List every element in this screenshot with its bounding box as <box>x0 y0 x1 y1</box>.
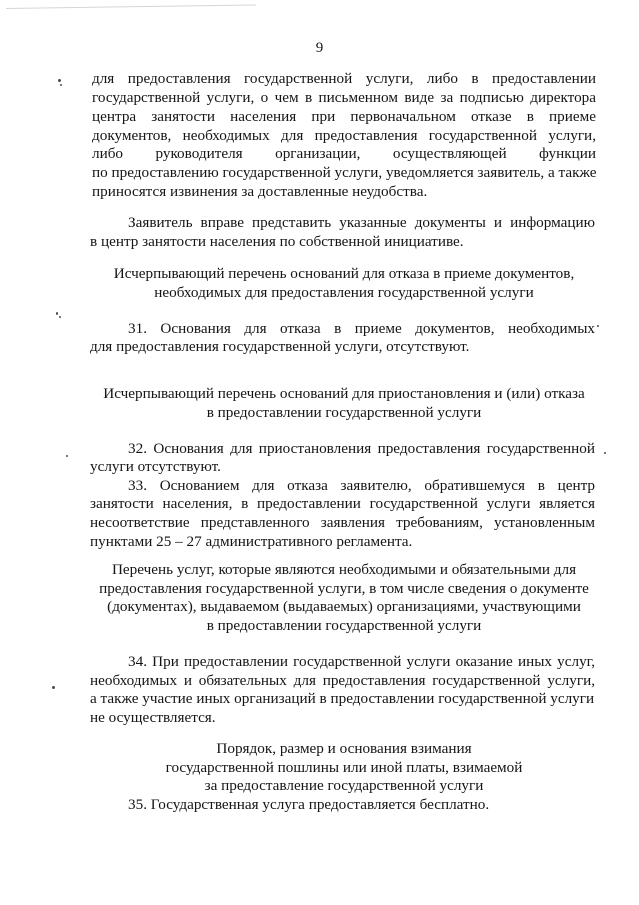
section-heading: в предоставлении государственной услуги <box>206 617 482 634</box>
paragraph-line: либо руководителя организации, осуществляющей функции <box>92 145 596 162</box>
section-heading: (документах), выдаваемом (выдаваемых) организациями, участвующими <box>107 598 581 615</box>
scan-artifact-line <box>6 5 256 9</box>
section-heading: необходимых для предоставления государственной услуги <box>154 284 534 301</box>
scan-dot <box>59 316 61 318</box>
paragraph-line: 34. При предоставлении государственной услуги оказание иных услуг, <box>128 653 595 670</box>
section-heading: за предоставление государственной услуги <box>204 777 484 794</box>
paragraph-line: а также участие иных организаций в предоставлении государственной услуги <box>90 690 595 707</box>
scan-dot <box>58 79 61 82</box>
paragraph-line: 32. Основания для приостановления предоставления государственной <box>128 440 595 457</box>
paragraph-line: государственной услуги, о чем в письменном виде за подписью директора <box>92 89 596 106</box>
paragraph-line: 35. Государственная услуга предоставляется бесплатно. <box>128 796 490 813</box>
section-heading: Исчерпывающий перечень оснований для приостановления и (или) отказа <box>103 385 585 402</box>
paragraph-line: 33. Основанием для отказа заявителю, обратившемуся в центр <box>128 477 595 494</box>
paragraph-line: по предоставлению государственной услуги, уведомляется заявитель, а также <box>92 164 597 181</box>
section-heading: государственной пошлины или иной платы, взимаемой <box>165 759 523 776</box>
paragraph-line: необходимых и обязательных для предоставления государственной услуги, <box>90 672 595 689</box>
scan-dot <box>52 686 55 689</box>
section-heading: в предоставлении государственной услуги <box>206 404 482 421</box>
section-heading: предоставления государственной услуги, в том числе сведения о документе <box>99 580 589 597</box>
scan-dot <box>66 455 68 457</box>
paragraph-line: Заявитель вправе представить указанные документы и информацию <box>128 214 595 231</box>
section-heading: Порядок, размер и основания взимания <box>216 740 472 757</box>
paragraph-line: 31. Основания для отказа в приеме документов, необходимых <box>128 320 595 337</box>
paragraph-line: для предоставления государственной услуги, либо в предоставлении <box>92 70 596 87</box>
paragraph-line: несоответствие представленного заявления требованиям, установленным <box>90 514 595 531</box>
paragraph-line: для предоставления государственной услуги, отсутствуют. <box>90 338 470 355</box>
paragraph-line: приносятся извинения за доставленные неудобства. <box>92 183 428 200</box>
section-heading: Исчерпывающий перечень оснований для отказа в приеме документов, <box>113 265 575 282</box>
paragraph-line: пунктами 25 – 27 административного регламента. <box>90 533 413 550</box>
scan-dot <box>604 452 606 454</box>
scan-dot <box>60 84 62 86</box>
scan-dot <box>56 312 58 315</box>
paragraph-line: в центр занятости населения по собственной инициативе. <box>90 233 464 250</box>
section-heading: Перечень услуг, которые являются необходимыми и обязательными для <box>111 561 577 578</box>
paragraph-line: центра занятости населения при первоначальном отказе в приеме <box>92 108 596 125</box>
paragraph-line: не осуществляется. <box>90 709 216 726</box>
paragraph-line: услуги отсутствуют. <box>90 458 221 475</box>
scan-dot <box>597 325 599 327</box>
page-number: 9 <box>315 40 324 56</box>
paragraph-line: документов, необходимых для предоставления государственной услуги, <box>92 127 596 144</box>
paragraph-line: занятости населения, в предоставлении государственной услуги является <box>90 495 595 512</box>
